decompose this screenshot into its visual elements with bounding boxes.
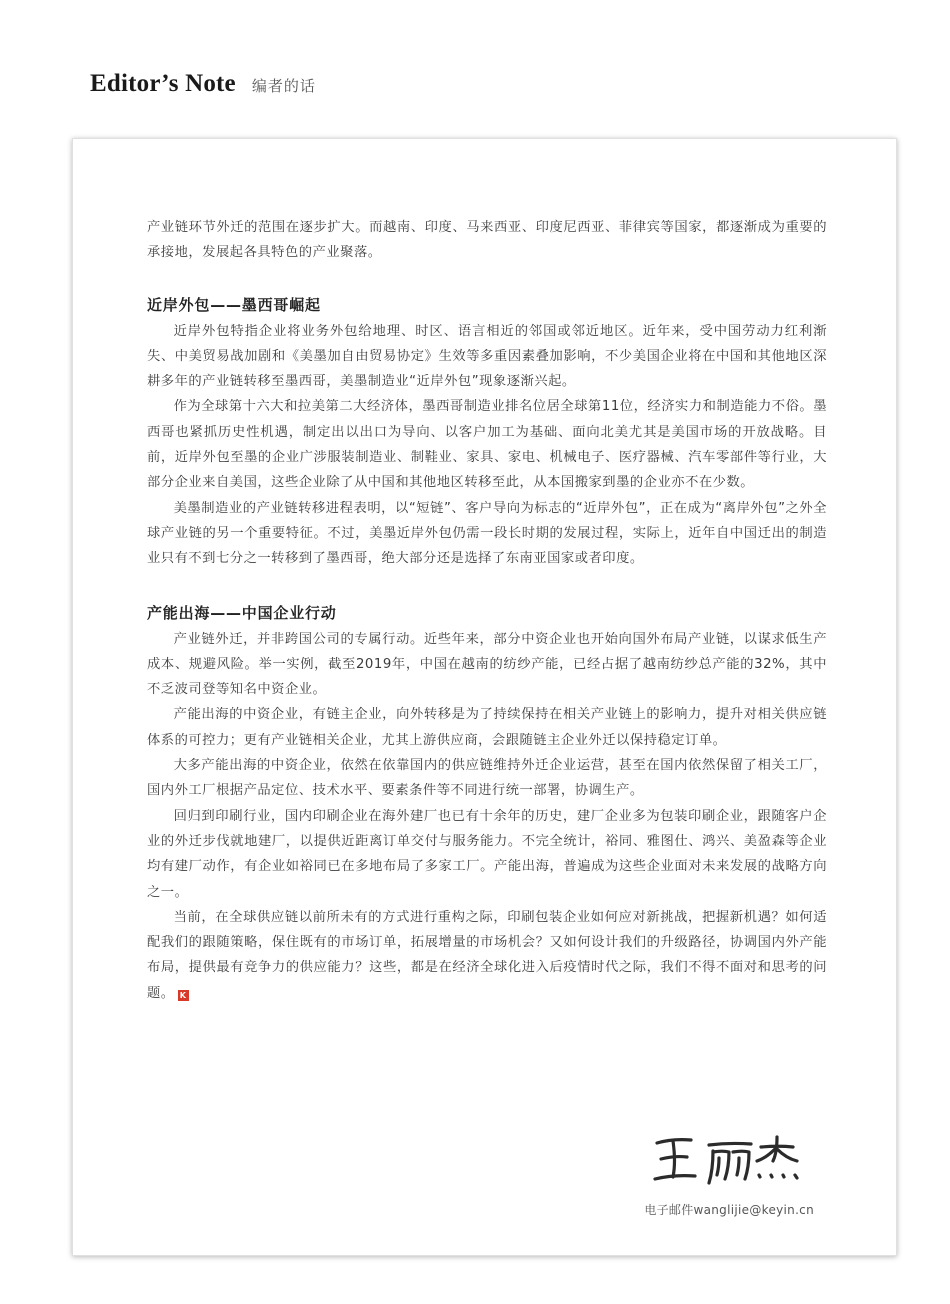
end-mark-icon: K [178, 990, 189, 1001]
section2-paragraph: 回归到印刷行业，国内印刷企业在海外建厂也已有十余年的历史，建厂企业多为包装印刷企业，跟随客户企业的外迁步伐就地建厂，以提供近距离订单交付与服务能力。不完全统计，裕同、雅图仕、鸿兴、美盈森等企业均有建厂动作，有企业如裕同已在多地布局了多家工厂。产能出海，普遍成为这些企业面对未来发展的战略方向之一。 [147, 808, 827, 900]
handwritten-signature [651, 1131, 811, 1189]
section2-final-paragraph [147, 905, 827, 1006]
header-title-cn: 编者的话 [251, 77, 316, 95]
final-paragraph-text: 当前，在全球供应链以前所未有的方式进行重构之际，印刷包装企业如何应对新挑战，把握新机遇？如何适配我们的跟随策略，保住既有的市场订单，拓展增量的市场机会？又如何设计我们的升级路径，协调国内外产能布局，提供最有竞争力的供应能力？这些，都是在经济全球化进入后疫情时代之际，我们不得不面对和思考的问题。 [147, 909, 827, 1001]
section2-paragraph: 产业链外迁，并非跨国公司的专属行动。近些年来，部分中资企业也开始向国外布局产业链，以谋求低生产成本、规避风险。举一实例，截至2019年，中国在越南的纺纱产能，已经占据了越南纺纱总产能的32%，其中不乏波司登等知名中资企业。 [147, 631, 827, 698]
intro-paragraph: 产业链环节外迁的范围在逐步扩大。而越南、印度、马来西亚、印度尼西亚、菲律宾等国家，都逐渐成为重要的承接地，发展起各具特色的产业聚落。 [147, 220, 827, 261]
section2-paragraph: 产能出海的中资企业，有链主企业，向外转移是为了持续保持在相关产业链上的影响力，提升对相关供应链体系的可控力；更有产业链相关企业，尤其上游供应商，会跟随链主企业外迁以保持稳定订单。 [147, 707, 827, 748]
section2-paragraph: 大多产能出海的中资企业，依然在依靠国内的供应链维持外迁企业运营，甚至在国内依然保留了相关工厂，国内外工厂根据产品定位、技术水平、要素条件等不同进行统一部署，协调生产。 [147, 758, 827, 799]
section1-paragraph: 作为全球第十六大和拉美第二大经济体，墨西哥制造业排名位居全球第11位，经济实力和制造能力不俗。墨西哥也紧抓历史性机遇，制定出以出口为导向、以客户加工为基础、面向北美尤其是美国市场的开放战略。目前，近岸外包至墨的企业广涉服装制造业、制鞋业、家具、家电、机械电子、医疗器械、汽车零部件等行业，大部分企业来自美国，这些企业除了从中国和其他地区转移至此，从本国搬家到墨的企业亦不在少数。 [147, 399, 827, 491]
section-heading-capacity-overseas: 产能出海——中国企业行动 [147, 603, 337, 622]
section-heading-nearshore: 近岸外包——墨西哥崛起 [147, 295, 321, 314]
article-card [72, 138, 897, 1256]
section1-paragraph: 近岸外包特指企业将业务外包给地理、时区、语言相近的邻国或邻近地区。近年来，受中国劳动力红利渐失、中美贸易战加剧和《美墨加自由贸易协定》生效等多重因素叠加影响，不少美国企业将在中国和其他地区深耕多年的产业链转移至墨西哥，美墨制造业“近岸外包”现象逐渐兴起。 [147, 323, 827, 390]
article-body [147, 215, 827, 1006]
editor-email: 电子邮件wanglijie@keyin.cn [644, 1203, 814, 1217]
header-title-en: Editor’s Note [90, 70, 236, 97]
page-header [90, 70, 316, 98]
section1-paragraph: 美墨制造业的产业链转移进程表明，以“短链”、客户导向为标志的“近岸外包”，正在成为“离岸外包”之外全球产业链的另一个重要特征。不过，美墨近岸外包仍需一段长时期的发展过程，实际上，近年自中国迁出的制造业只有不到七分之一转移到了墨西哥，绝大部分还是选择了东南亚国家或者印度。 [147, 500, 827, 567]
